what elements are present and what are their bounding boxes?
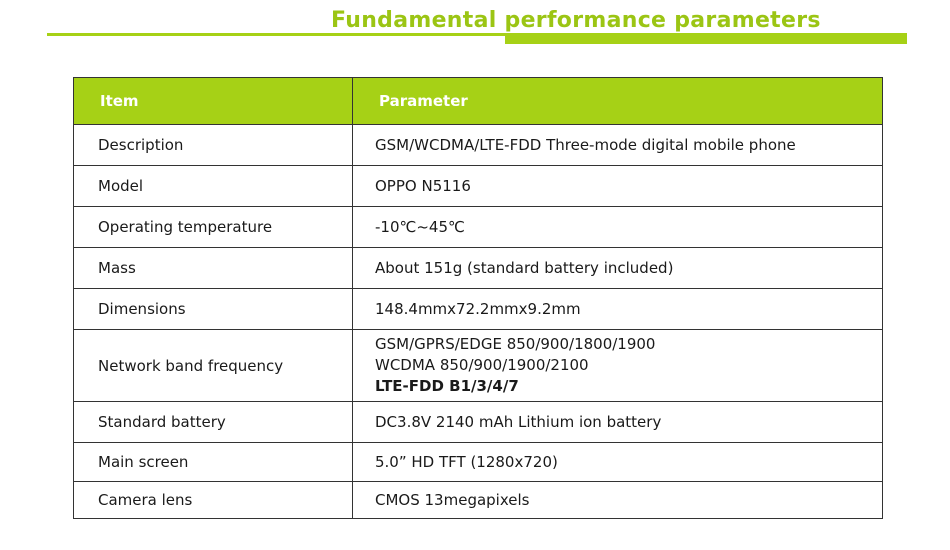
row-value-operating-temperature [353,207,883,248]
value-line: 148.4mmx72.2mmx9.2mm [375,299,581,318]
value-line: CMOS 13megapixels [375,490,530,509]
value-line: OPPO N5116 [375,176,471,195]
row-value-camera-lens [353,482,883,519]
column-header-parameter: Parameter [353,78,883,125]
parameters-table [73,77,883,519]
row-label-dimensions: Dimensions [74,289,353,330]
row-label-standard-battery: Standard battery [74,402,353,443]
title-accent-bar [505,33,907,44]
value-line: LTE-FDD B1/3/4/7 [375,377,519,395]
table-row [74,289,883,330]
row-label-model: Model [74,166,353,207]
table-row [74,330,883,402]
value-line: -10℃~45℃ [375,217,465,236]
table-row [74,443,883,482]
row-value-dimensions [353,289,883,330]
row-value-network-band-frequency [353,330,883,402]
page-title: Fundamental performance parameters [331,8,821,33]
value-line: GSM/GPRS/EDGE 850/900/1800/1900 [375,335,656,353]
row-value-standard-battery [353,402,883,443]
row-label-main-screen: Main screen [74,443,353,482]
value-line: GSM/WCDMA/LTE-FDD Three-mode digital mobile phone [375,135,796,154]
row-value-mass [353,248,883,289]
table-row [74,248,883,289]
value-line: About 151g (standard battery included) [375,258,674,277]
row-label-operating-temperature: Operating temperature [74,207,353,248]
value-line: WCDMA 850/900/1900/2100 [375,356,589,374]
table-row [74,125,883,166]
table-row [74,166,883,207]
table-row [74,402,883,443]
table-row [74,482,883,519]
row-label-camera-lens: Camera lens [74,482,353,519]
table-row [74,207,883,248]
row-value-model [353,166,883,207]
row-value-main-screen [353,443,883,482]
row-label-network-band-frequency: Network band frequency [74,330,353,402]
table-header-row [74,78,883,125]
value-line: DC3.8V 2140 mAh Lithium ion battery [375,412,662,431]
column-header-item: Item [74,78,353,125]
row-label-description: Description [74,125,353,166]
value-line: 5.0” HD TFT (1280x720) [375,452,558,471]
row-value-description [353,125,883,166]
title-underline [47,33,505,36]
row-label-mass: Mass [74,248,353,289]
